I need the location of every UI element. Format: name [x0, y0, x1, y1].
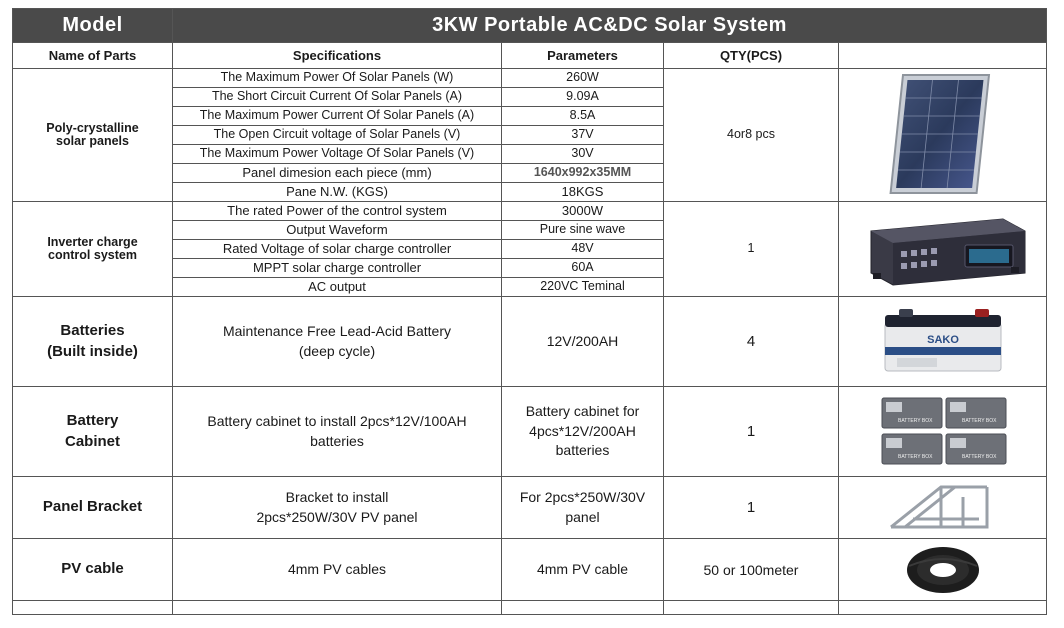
svg-text:BATTERY BOX: BATTERY BOX	[897, 453, 932, 460]
svg-text:BATTERY BOX: BATTERY BOX	[961, 453, 996, 460]
param-line1: Battery cabinet for	[525, 403, 640, 420]
table-row-partial	[13, 601, 1047, 615]
spec-text: AC output	[173, 278, 502, 297]
spec-text: Rated Voltage of solar charge controller	[173, 240, 502, 259]
qty-battery-cabinet: 1	[664, 387, 839, 477]
spec-line2: 2pcs*250W/30V PV panel	[256, 508, 418, 525]
part-name-inverter	[13, 202, 173, 297]
qty-solar-panels: 4or8 pcs	[664, 69, 839, 202]
spec-table	[12, 8, 1047, 615]
partial-cell-2	[173, 601, 502, 615]
pv-cable-image-wrap	[839, 544, 1046, 596]
table-row	[13, 387, 1047, 477]
part-name-pv-cable: PV cable	[13, 539, 173, 601]
spec-text: The Maximum Power Current Of Solar Panels (A)	[173, 107, 502, 126]
param-line2: panel	[565, 508, 600, 525]
param-pv-cable: 4mm PV cable	[502, 539, 664, 601]
column-parameters: Parameters	[502, 43, 664, 69]
param-text: 37V	[502, 126, 664, 145]
pv-cable-photo	[839, 539, 1047, 601]
battery-image-wrap	[839, 303, 1046, 381]
svg-text:SAKO: SAKO	[926, 333, 959, 346]
inverter-icon	[853, 207, 1033, 291]
svg-text:BATTERY BOX: BATTERY BOX	[897, 417, 932, 424]
part-name-line1: Battery	[66, 412, 119, 430]
bracket-icon	[883, 481, 1003, 535]
part-name-panel-bracket: Panel Bracket	[13, 477, 173, 539]
part-name-line1: Batteries	[60, 322, 125, 340]
part-name-line1: Inverter charge	[47, 234, 138, 249]
svg-text:BATTERY BOX: BATTERY BOX	[961, 417, 996, 424]
battery-icon	[863, 303, 1023, 381]
spec-battery-cabinet	[173, 387, 502, 477]
table-row	[13, 539, 1047, 601]
spec-line2: (deep cycle)	[298, 342, 376, 359]
spec-line1: Bracket to install	[285, 488, 389, 505]
part-name-solar-panels	[13, 69, 173, 202]
qty-pv-cable: 50 or 100meter	[664, 539, 839, 601]
table-header-row	[13, 9, 1047, 43]
column-name-of-parts: Name of Parts	[13, 43, 173, 69]
param-batteries: 12V/200AH	[502, 297, 664, 387]
panel-bracket-image-wrap	[839, 481, 1046, 535]
inverter-image-wrap	[839, 207, 1046, 291]
spec-panel-bracket	[173, 477, 502, 539]
partial-cell-5	[839, 601, 1047, 615]
spec-batteries	[173, 297, 502, 387]
table-row	[13, 69, 1047, 88]
param-text: 60A	[502, 259, 664, 278]
param-battery-cabinet	[502, 387, 664, 477]
param-text: 3000W	[502, 202, 664, 221]
spec-text: The Maximum Power Of Solar Panels (W)	[173, 69, 502, 88]
part-name-batteries	[13, 297, 173, 387]
partial-cell-3	[502, 601, 664, 615]
param-text: Pure sine wave	[502, 221, 664, 240]
solar-panel-photo	[839, 69, 1047, 202]
column-qty: QTY(PCS)	[664, 43, 839, 69]
spec-text: Output Waveform	[173, 221, 502, 240]
column-header-row	[13, 43, 1047, 69]
spec-line1: Maintenance Free Lead-Acid Battery	[222, 322, 451, 339]
table-row	[13, 297, 1047, 387]
param-line1: For 2pcs*250W/30V	[519, 488, 646, 505]
solar-panel-icon	[853, 71, 1033, 199]
param-text: 30V	[502, 145, 664, 164]
param-text: 220VC Teminal	[502, 278, 664, 297]
part-name-line2: control system	[48, 248, 137, 262]
param-line3: batteries	[555, 442, 610, 459]
part-name-line2: (Built inside)	[47, 342, 138, 360]
param-text: 48V	[502, 240, 664, 259]
battery-cabinet-photo	[839, 387, 1047, 477]
part-name-line1: Poly-crystalline	[46, 120, 139, 135]
part-name-line2: solar panels	[56, 134, 129, 148]
spec-pv-cable: 4mm PV cables	[173, 539, 502, 601]
param-line2: 4pcs*12V/200AH	[529, 422, 636, 439]
solar-panel-image-wrap	[839, 71, 1046, 199]
param-text: 260W	[502, 69, 664, 88]
param-text: 18KGS	[502, 183, 664, 202]
model-label: Model	[13, 9, 173, 43]
spec-text: The Short Circuit Current Of Solar Panels (A)	[173, 88, 502, 107]
spec-text: The rated Power of the control system	[173, 202, 502, 221]
product-title: 3KW Portable AC&DC Solar System	[173, 9, 1047, 43]
part-name-battery-cabinet	[13, 387, 173, 477]
spec-line2: batteries	[310, 432, 364, 449]
battery-photo	[839, 297, 1047, 387]
part-name-line2: Cabinet	[64, 432, 120, 450]
battery-cabinet-icon	[868, 392, 1018, 472]
spec-text: The Maximum Power Voltage Of Solar Panels (V)	[173, 145, 502, 164]
battery-cabinet-image-wrap	[839, 392, 1046, 472]
spec-text: The Open Circuit voltage of Solar Panels (V)	[173, 126, 502, 145]
column-image	[839, 43, 1047, 69]
spec-text: Panel dimesion each piece (mm)	[173, 164, 502, 183]
spec-text: Pane N.W. (KGS)	[173, 183, 502, 202]
qty-inverter: 1	[664, 202, 839, 297]
partial-cell-4	[664, 601, 839, 615]
table-row	[13, 477, 1047, 539]
inverter-photo	[839, 202, 1047, 297]
column-specifications: Specifications	[173, 43, 502, 69]
param-text-panel-dimension: 1640x992x35MM	[502, 164, 664, 183]
partial-cell-1	[13, 601, 173, 615]
cable-coil-icon	[899, 544, 987, 596]
param-panel-bracket	[502, 477, 664, 539]
spec-text: MPPT solar charge controller	[173, 259, 502, 278]
table-row	[13, 202, 1047, 221]
qty-batteries: 4	[664, 297, 839, 387]
param-text: 9.09A	[502, 88, 664, 107]
spec-line1: Battery cabinet to install 2pcs*12V/100AH	[207, 412, 467, 429]
qty-panel-bracket: 1	[664, 477, 839, 539]
panel-bracket-photo	[839, 477, 1047, 539]
param-text: 8.5A	[502, 107, 664, 126]
